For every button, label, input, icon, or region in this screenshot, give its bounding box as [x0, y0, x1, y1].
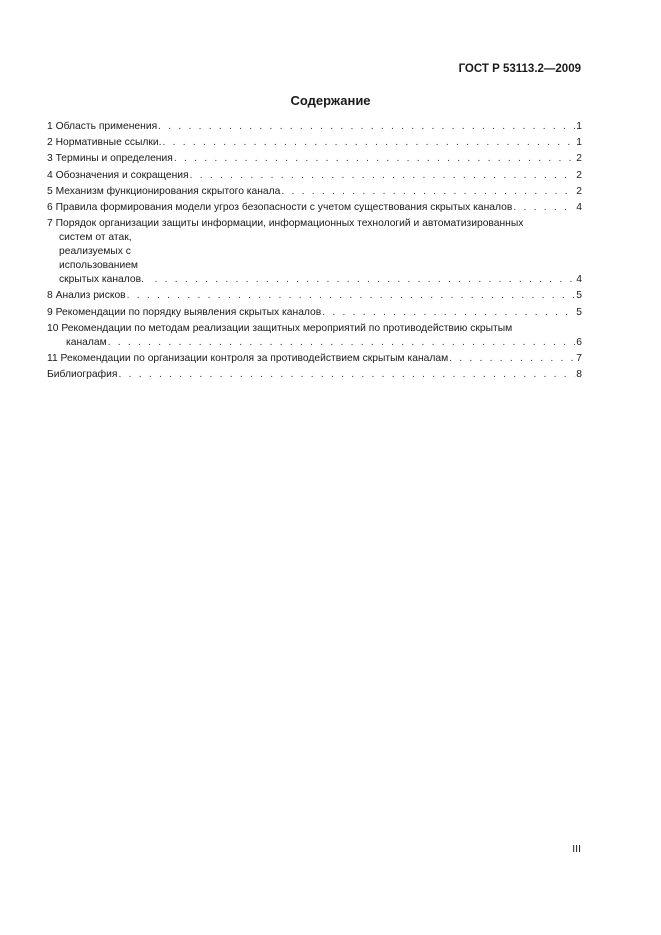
toc-entry-11[interactable] [47, 352, 582, 366]
toc-entry-10[interactable] [47, 322, 582, 350]
toc-entry-page: 5 [576, 306, 582, 318]
page-number: III [572, 843, 581, 855]
toc-entry-text-line2: каналам [66, 336, 107, 348]
toc-entry-9[interactable] [47, 306, 582, 320]
toc-entry-text-line1: 10 Рекомендации по методам реализации защитных мероприятий по противодействию скрытым [47, 322, 513, 334]
dot-leader [118, 368, 575, 382]
toc-entry-text: 6 Правила формирования модели угроз безопасности с учетом существования скрытых каналов [47, 201, 513, 213]
toc-entry-page: 2 [576, 185, 582, 197]
toc-entry-page: 6 [576, 336, 582, 348]
toc-entry-page: 1 [576, 121, 582, 132]
toc-entry-1[interactable] [47, 120, 582, 134]
dot-leader [190, 169, 576, 183]
page-title: Содержание [290, 93, 371, 108]
toc-entry-page: 1 [576, 137, 582, 149]
toc-entry-6[interactable] [47, 201, 582, 215]
document-code: ГОСТ Р 53113.2—2009 [458, 63, 581, 75]
toc-entry-bibliography[interactable] [47, 368, 582, 382]
toc-entry-page: 2 [576, 153, 582, 165]
toc-entry-text: 9 Рекомендации по порядку выявления скрытых каналов [47, 306, 322, 318]
dot-leader [322, 306, 575, 320]
toc-entry-page: 5 [576, 290, 582, 302]
toc-entry-text: 2 Нормативные ссылки. [47, 137, 162, 149]
toc-entry-5[interactable] [47, 185, 582, 199]
dot-leader [127, 289, 576, 303]
toc-entry-text: 8 Анализ рисков [47, 290, 126, 302]
dot-leader [449, 352, 575, 366]
dot-leader [108, 336, 576, 350]
toc-entry-4[interactable] [47, 169, 582, 183]
dot-leader [158, 120, 575, 134]
toc-entry-8[interactable] [47, 289, 582, 303]
dot-leader [154, 273, 575, 287]
toc-entry-text: Библиография [47, 369, 118, 381]
toc-entry-text-line2: систем от атак, реализуемых с использованием скрытых каналов. [59, 232, 144, 286]
toc-entry-text: 4 Обозначения и сокращения [47, 169, 189, 181]
toc-entry-7[interactable] [47, 217, 582, 287]
dot-leader [163, 136, 576, 150]
toc-entry-page: 4 [576, 201, 582, 213]
toc-entry-page: 4 [576, 274, 582, 286]
dot-leader [281, 185, 575, 199]
table-of-contents [47, 120, 582, 384]
toc-entry-page: 8 [576, 369, 582, 381]
toc-entry-page: 7 [576, 352, 582, 364]
toc-entry-page: 2 [576, 169, 582, 181]
toc-entry-text: 11 Рекомендации по организации контроля за противодействием скрытым каналам [47, 352, 449, 364]
toc-entry-text-line1: 7 Порядок организации защиты информации, информационных технологий и автоматизированных [47, 218, 524, 230]
dot-leader [513, 201, 575, 215]
toc-entry-row2 [47, 231, 582, 287]
toc-entry-text: 5 Механизм функционирования скрытого канала [47, 185, 281, 197]
toc-entry-3[interactable] [47, 152, 582, 166]
toc-entry-2[interactable] [47, 136, 582, 150]
toc-entry-text: 1 Область применения [47, 121, 158, 132]
dot-leader [174, 152, 575, 166]
toc-entry-row2 [47, 336, 582, 350]
toc-entry-text: 3 Термины и определения [47, 153, 173, 165]
